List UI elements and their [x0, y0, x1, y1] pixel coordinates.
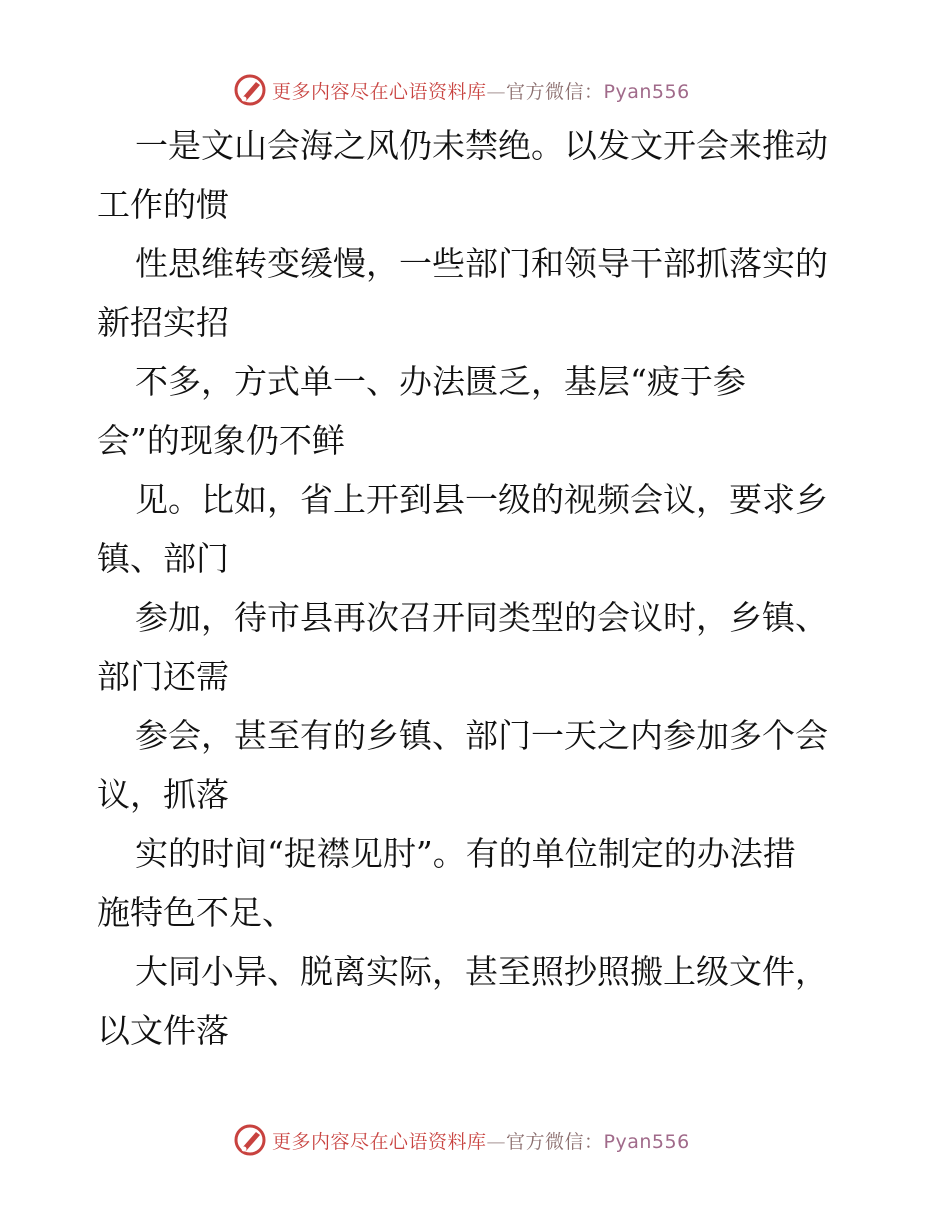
text-line: 参加，待市县再次召开同类型的会议时，乡镇、: [135, 598, 828, 637]
text-line: 议，抓落: [97, 775, 229, 814]
text-line: 以文件落: [97, 1011, 229, 1050]
pen-logo-icon: [232, 1122, 268, 1158]
wechat-label: 官方微信：: [506, 1130, 604, 1153]
wechat-label: 官方微信：: [506, 80, 604, 103]
brand-text: 更多内容尽在心语资料库: [272, 1130, 487, 1153]
text-line: 工作的惯: [97, 185, 229, 224]
header-text: [272, 77, 690, 104]
text-line: 新招实招: [97, 303, 229, 342]
document-body: [97, 116, 877, 1060]
text-line: 会”的现象仍不鲜: [97, 421, 345, 460]
header-banner: [232, 70, 712, 110]
pen-logo-icon: [232, 72, 268, 108]
text-line: 不多，方式单一、办法匮乏，基层“疲于参: [135, 362, 746, 401]
text-line: 大同小异、脱离实际，甚至照抄照搬上级文件，: [135, 952, 828, 991]
text-line: 施特色不足、: [97, 893, 295, 932]
dash: —: [486, 80, 507, 103]
text-line: 参会，甚至有的乡镇、部门一天之内参加多个会: [135, 716, 828, 755]
wechat-id: Pyan556: [603, 1130, 690, 1153]
wechat-id: Pyan556: [603, 80, 690, 103]
text-line: 实的时间“捉襟见肘”。有的单位制定的办法措: [135, 834, 796, 873]
footer-text: [272, 1127, 690, 1154]
text-line: 性思维转变缓慢，一些部门和领导干部抓落实的: [135, 244, 828, 283]
dash: —: [486, 1130, 507, 1153]
text-line: 一是文山会海之风仍未禁绝。以发文开会来推动: [135, 126, 828, 165]
brand-text: 更多内容尽在心语资料库: [272, 80, 487, 103]
footer-banner: [232, 1120, 712, 1160]
text-line: 见。比如，省上开到县一级的视频会议，要求乡: [135, 480, 828, 519]
text-line: 镇、部门: [97, 539, 229, 578]
text-line: 部门还需: [97, 657, 229, 696]
